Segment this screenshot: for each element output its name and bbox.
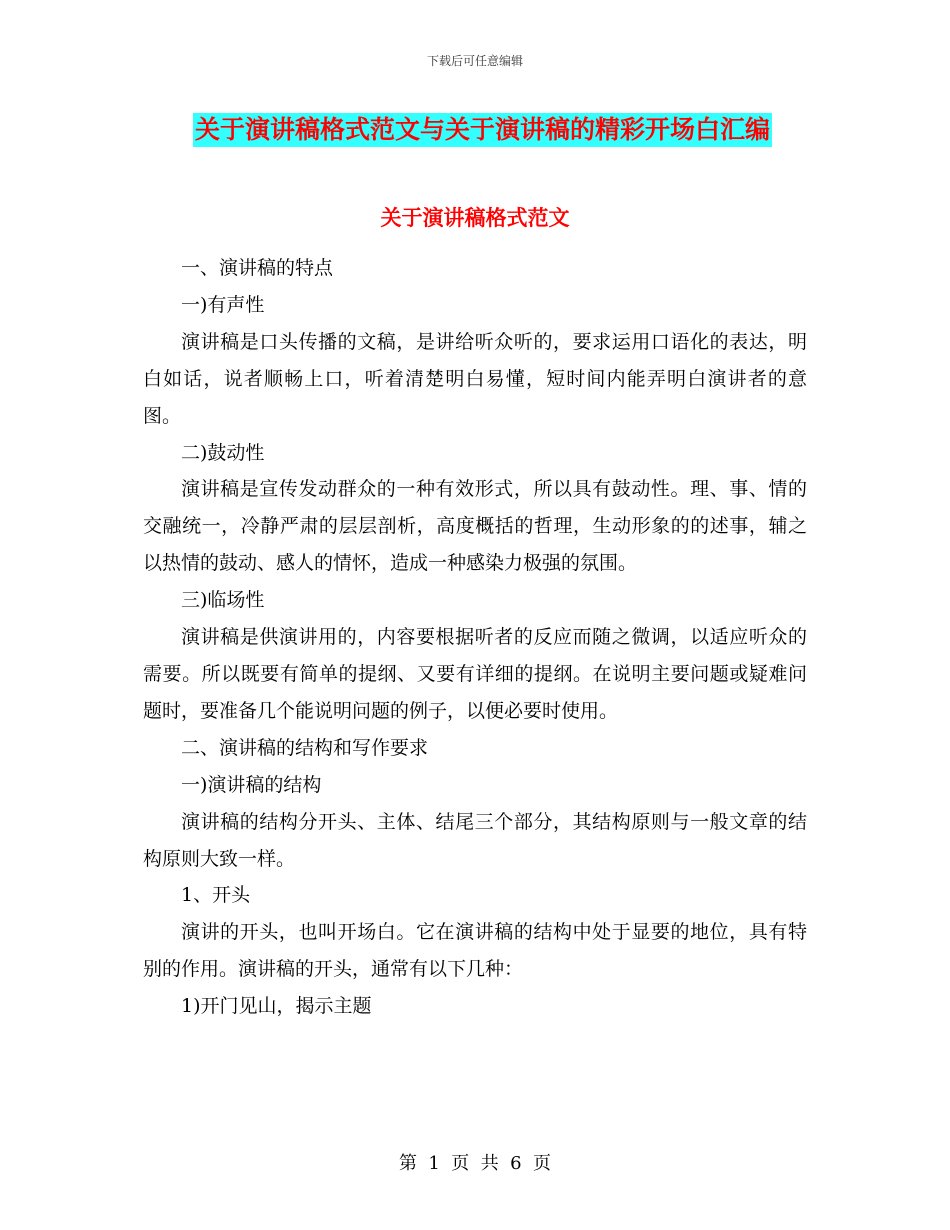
subheading-opening: 1、开头 <box>181 884 251 907</box>
subheading-structure: 一)演讲稿的结构 <box>181 773 322 796</box>
paragraph-vocal: 演讲稿是口头传播的文稿，是讲给听众听的，要求运用口语化的表达，明白如话，说者顺畅上口，听着清楚明白易懂，短时间内能弄明白演讲者的意图。 <box>143 330 807 427</box>
paragraph-inspiring: 演讲稿是宣传发动群众的一种有效形式，所以具有鼓动性。理、事、情的交融统一，冷静严肃的层层剖析，高度概括的哲理，生动形象的的述事，辅之以热情的鼓动、感人的情怀，造成一种感染力极强的氛围。 <box>143 478 807 575</box>
paragraph-on-site: 演讲稿是供演讲用的，内容要根据听者的反应而随之微调，以适应听众的需要。所以既要有简单的提纲、又要有详细的提纲。在说明主要问题或疑难问题时，要准备几个能说明问题的例子，以便必要时使用。 <box>143 626 807 722</box>
document-title: 关于演讲稿格式范文与关于演讲稿的精彩开场白汇编 <box>193 113 772 147</box>
subheading-vocal: 一)有声性 <box>181 293 265 316</box>
heading-characteristics: 一、演讲稿的特点 <box>181 257 334 279</box>
heading-structure: 二、演讲稿的结构和写作要求 <box>181 736 429 759</box>
paragraph-structure: 演讲稿的结构分开头、主体、结尾三个部分，其结构原则与一般文章的结构原则大致一样。 <box>143 810 807 870</box>
subheading-on-site: 三)临场性 <box>181 589 265 612</box>
page-footer: 第 1 页 共 6 页 <box>398 1153 552 1174</box>
header-note: 下载后可任意编辑 <box>426 54 523 68</box>
document-body <box>143 250 807 1025</box>
section-title: 关于演讲稿格式范文 <box>380 205 570 230</box>
list-item-direct-opening: 1)开门见山，揭示主题 <box>181 995 372 1018</box>
paragraph-opening: 演讲的开头，也叫开场白。它在演讲稿的结构中处于显要的地位，具有特别的作用。演讲稿的开头，通常有以下几种： <box>143 921 807 981</box>
subheading-inspiring: 二)鼓动性 <box>181 441 265 464</box>
